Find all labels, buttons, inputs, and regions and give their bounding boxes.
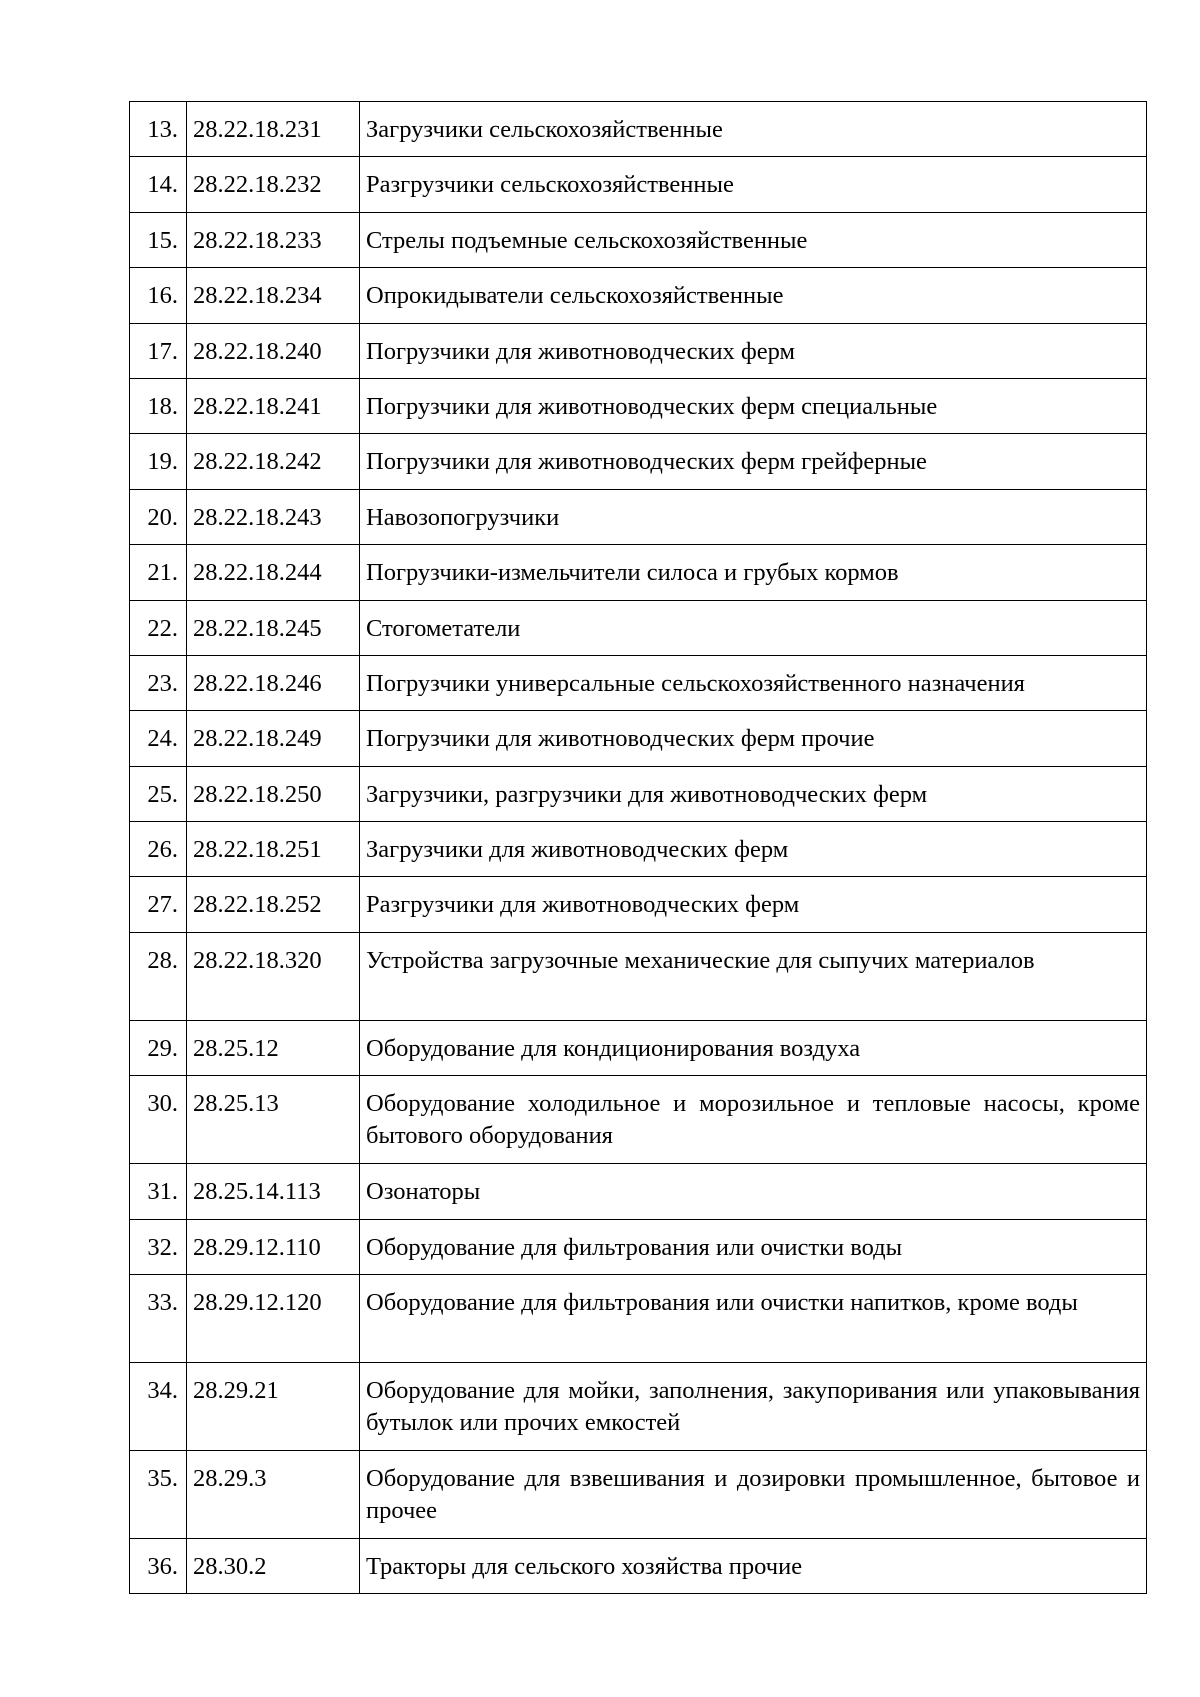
row-name: Загрузчики для животноводческих ферм [360,822,1147,877]
row-code: 28.29.21 [187,1363,360,1451]
table-row [130,822,1147,877]
row-code: 28.22.18.241 [187,378,360,433]
table-row [130,1076,1147,1164]
row-number: 17. [130,323,187,378]
row-name: Оборудование для мойки, заполнения, закупоривания или упаковывания бутылок или прочих емкостей [360,1363,1147,1451]
row-code: 28.22.18.243 [187,489,360,544]
table-body [130,102,1147,1594]
row-name: Навозопогрузчики [360,489,1147,544]
row-code: 28.22.18.252 [187,877,360,932]
row-name: Оборудование для взвешивания и дозировки промышленное, бытовое и прочее [360,1451,1147,1539]
table-row [130,1539,1147,1594]
table-row [130,600,1147,655]
row-number: 27. [130,877,187,932]
table-row [130,1275,1147,1363]
row-code: 28.29.12.110 [187,1219,360,1274]
table-row [130,545,1147,600]
row-number: 36. [130,1539,187,1594]
row-name: Оборудование холодильное и морозильное и тепловые насосы, кроме бытового оборудования [360,1076,1147,1164]
row-number: 34. [130,1363,187,1451]
row-code: 28.22.18.231 [187,102,360,157]
row-code: 28.25.14.113 [187,1164,360,1219]
row-code: 28.22.18.234 [187,268,360,323]
row-number: 28. [130,932,187,1020]
row-number: 31. [130,1164,187,1219]
table-row [130,1164,1147,1219]
row-code: 28.25.12 [187,1020,360,1075]
row-number: 30. [130,1076,187,1164]
table-row [130,268,1147,323]
row-name: Озонаторы [360,1164,1147,1219]
row-name: Разгрузчики сельскохозяйственные [360,157,1147,212]
row-code: 28.22.18.246 [187,655,360,710]
table-row [130,1363,1147,1451]
row-number: 13. [130,102,187,157]
row-name: Погрузчики для животноводческих ферм специальные [360,378,1147,433]
table-row [130,655,1147,710]
row-number: 20. [130,489,187,544]
table-row [130,157,1147,212]
table-row [130,212,1147,267]
row-number: 33. [130,1275,187,1363]
row-code: 28.22.18.240 [187,323,360,378]
row-name: Устройства загрузочные механические для сыпучих материалов [360,932,1147,1020]
table-row [130,711,1147,766]
row-code: 28.22.18.249 [187,711,360,766]
row-number: 14. [130,157,187,212]
row-name: Погрузчики-измельчители силоса и грубых кормов [360,545,1147,600]
row-number: 19. [130,434,187,489]
row-name: Тракторы для сельского хозяйства прочие [360,1539,1147,1594]
row-number: 15. [130,212,187,267]
row-number: 16. [130,268,187,323]
row-name: Погрузчики для животноводческих ферм грейферные [360,434,1147,489]
row-number: 18. [130,378,187,433]
row-name: Стогометатели [360,600,1147,655]
row-name: Загрузчики, разгрузчики для животноводческих ферм [360,766,1147,821]
row-name: Погрузчики для животноводческих ферм прочие [360,711,1147,766]
row-number: 32. [130,1219,187,1274]
row-name: Оборудование для фильтрования или очистки напитков, кроме воды [360,1275,1147,1363]
row-name: Оборудование для кондиционирования воздуха [360,1020,1147,1075]
row-name: Стрелы подъемные сельскохозяйственные [360,212,1147,267]
row-code: 28.22.18.244 [187,545,360,600]
row-number: 35. [130,1451,187,1539]
row-code: 28.29.3 [187,1451,360,1539]
product-code-table [129,101,1147,1594]
table-row [130,323,1147,378]
table-row [130,932,1147,1020]
row-code: 28.22.18.232 [187,157,360,212]
table-row [130,102,1147,157]
row-number: 24. [130,711,187,766]
row-name: Погрузчики для животноводческих ферм [360,323,1147,378]
row-number: 23. [130,655,187,710]
table-row [130,1451,1147,1539]
row-code: 28.25.13 [187,1076,360,1164]
table-row [130,877,1147,932]
row-name: Опрокидыватели сельскохозяйственные [360,268,1147,323]
table-row [130,1219,1147,1274]
row-number: 21. [130,545,187,600]
table-row [130,1020,1147,1075]
row-number: 26. [130,822,187,877]
row-code: 28.29.12.120 [187,1275,360,1363]
row-code: 28.22.18.251 [187,822,360,877]
row-number: 25. [130,766,187,821]
table-row [130,766,1147,821]
row-code: 28.22.18.242 [187,434,360,489]
row-number: 29. [130,1020,187,1075]
row-name: Загрузчики сельскохозяйственные [360,102,1147,157]
table-row [130,434,1147,489]
table-row [130,489,1147,544]
row-name: Оборудование для фильтрования или очистки воды [360,1219,1147,1274]
row-name: Погрузчики универсальные сельскохозяйственного назначения [360,655,1147,710]
row-code: 28.22.18.245 [187,600,360,655]
row-name: Разгрузчики для животноводческих ферм [360,877,1147,932]
row-number: 22. [130,600,187,655]
table-row [130,378,1147,433]
row-code: 28.22.18.233 [187,212,360,267]
row-code: 28.30.2 [187,1539,360,1594]
row-code: 28.22.18.320 [187,932,360,1020]
row-code: 28.22.18.250 [187,766,360,821]
